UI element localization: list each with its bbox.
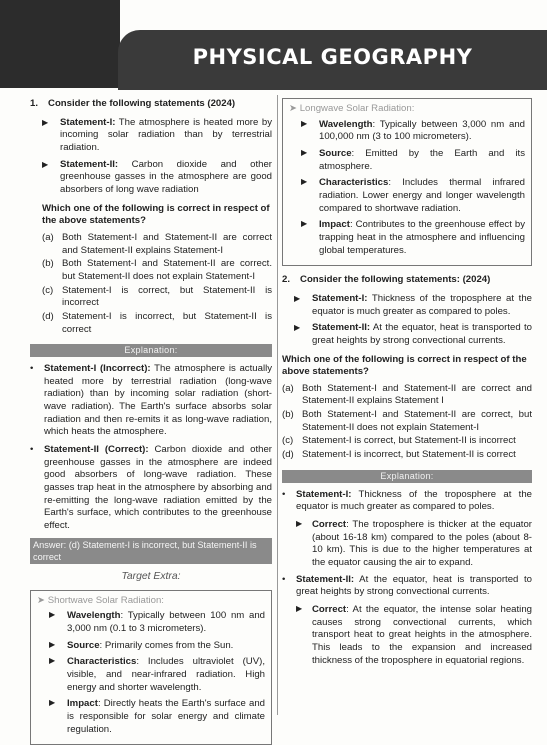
arrow-icon: ▶ — [49, 698, 56, 708]
arrow-icon: ▶ — [49, 639, 56, 649]
explanation-item: • Statement-II (Correct): Carbon dioxide and other greenhouse gasses in the atmosphere are indeed good absorbers of long-wave radiation. These gasses trap heat in the atmosphere by absorbing and re-emitting the long-wave radiation emitted by the Earth's surface, which contributes to the greenhouse effect. — [30, 444, 272, 532]
explanation-header: Explanation: — [30, 344, 272, 357]
arrow-icon: ▶ — [301, 147, 308, 157]
left-column — [30, 98, 272, 745]
option-d: (d) Statement-I is incorrect, but Statement-II is correct — [282, 449, 516, 461]
statement-2: ▶ Statement-II: Carbon dioxide and other greenhouse gasses in the atmosphere are good absorbers of long wave radiation — [42, 158, 272, 195]
shortwave-box — [30, 590, 272, 745]
question-text: Consider the following statements: (2024) — [300, 274, 491, 286]
longwave-item: ▶ Characteristics: Includes thermal infrared radiation. Lower energy and longer wavelength compared to shortwave radiation. — [301, 177, 525, 214]
arrow-icon: ▶ — [294, 293, 301, 303]
shortwave-item: ▶ Wavelength: Typically between 100 nm and 3,000 nm (0.1 to 3 micrometers). — [49, 610, 265, 635]
question-prompt: Which one of the following is correct in respect of the above statements? — [42, 202, 270, 227]
arrow-icon: ▶ — [42, 159, 49, 169]
question-2-heading — [282, 274, 532, 287]
longwave-item: ▶ Impact: Contributes to the greenhouse effect by trapping heat in the atmosphere and influencing global temperatures. — [301, 219, 525, 256]
bullet-icon: • — [30, 444, 34, 456]
bullet-icon: • — [30, 363, 34, 375]
arrow-icon: ▶ — [49, 610, 56, 620]
question-text: Consider the following statements (2024) — [48, 98, 236, 109]
bullet-icon: • — [282, 573, 286, 585]
shortwave-item: ▶ Impact: Directly heats the Earth's surface and is responsible for solar energy and climate regulation. — [49, 698, 265, 735]
option-a: (a) Both Statement-I and Statement-II are correct and Statement-II explains Statement-I — [42, 231, 272, 256]
page-title: PHYSICAL GEOGRAPHY — [192, 45, 473, 69]
arrow-icon: ▶ — [296, 519, 303, 529]
page-banner — [0, 0, 547, 88]
question-number: 2. — [282, 274, 291, 286]
option-b: (b) Both Statement-I and Statement-II are correct, but Statement-II does not explain Statement-I — [282, 409, 532, 433]
option-d: (d) Statement-I is incorrect, but Statement-II is correct — [42, 310, 272, 335]
question-number: 1. — [30, 98, 39, 109]
option-c: (c) Statement-I is correct, but Statement-II is incorrect — [282, 435, 516, 447]
statement-2: ▶ Statement-II: At the equator, heat is transported to great heights by strong convectional currents. — [294, 322, 532, 346]
explanation-item: • Statement-II: At the equator, heat is transported to great heights by strong convectional currents. — [282, 573, 532, 598]
target-extra-heading: Target Extra: — [121, 570, 181, 582]
column-divider — [277, 95, 278, 715]
explanation-subitem: ▶ Correct: At the equator, the intense solar heating causes strong convectional currents, which transport heat to great heights in the atmosphere. This leads to the expansion and increased thickness of the troposphere in equatorial regions. — [296, 604, 532, 666]
question-1-heading — [30, 98, 272, 111]
explanation-subitem: ▶ Correct: The troposphere is thicker at the equator (about 16-18 km) compared to the poles (about 8-10 km). This is due to the higher temperatures at the equator causing the air to expand. — [296, 519, 532, 569]
question-prompt: Which one of the following is correct in respect of the above statements? — [282, 353, 527, 378]
explanation-item: • Statement-I: Thickness of the troposphere at the equator is much greater as compared to poles. — [282, 488, 532, 513]
answer-banner: Answer: (d) Statement-I is incorrect, but Statement-II is correct — [30, 538, 272, 564]
option-c: (c) Statement-I is correct, but Statement-II is incorrect — [42, 284, 272, 309]
longwave-box — [282, 98, 532, 266]
shortwave-item: ▶ Characteristics: Includes ultraviolet (UV), visible, and near-infrared radiation. High energy and shorter wavelength. — [49, 656, 265, 693]
arrow-icon: ▶ — [296, 604, 303, 613]
longwave-item: ▶ Source: Emitted by the Earth and its atmosphere. — [301, 147, 525, 172]
bullet-icon: • — [282, 488, 286, 500]
longwave-item: ▶ Wavelength: Typically between 3,000 nm and 100,000 nm (3 to 100 micrometers). — [301, 118, 525, 143]
option-b: (b) Both Statement-I and Statement-II are correct. but Statement-II does not explain Statement-I — [42, 258, 272, 282]
arrow-icon: ▶ — [301, 118, 308, 128]
statement-1: ▶ Statement-I: Thickness of the troposphere at the equator is much greater as compared to poles. — [294, 292, 532, 317]
explanation-item: • Statement-I (Incorrect): The atmosphere is actually heated more by terrestrial radiation (long-wave radiation) than by incoming solar radiation (short-wave radiation). The Earth's surface absorbs solar radiation and then re-emits it as long-wave radiation, which heats the atmosphere. — [30, 363, 272, 438]
arrow-icon: ▶ — [301, 219, 308, 229]
arrow-icon: ▶ — [294, 323, 301, 333]
shortwave-heading: ➤ Shortwave Solar Radiation: — [37, 594, 164, 606]
arrow-icon: ▶ — [42, 117, 49, 127]
arrow-icon: ▶ — [49, 656, 56, 666]
right-column — [282, 98, 532, 671]
option-a: (a) Both Statement-I and Statement-II are correct and Statement-II explains Statement I — [282, 382, 532, 407]
banner-dark-block — [0, 0, 120, 88]
explanation-header: Explanation: — [282, 470, 532, 483]
statement-1: ▶ Statement-I: The atmosphere is heated more by incoming solar radiation than by terrestrial radiation. — [42, 116, 272, 153]
arrow-icon: ▶ — [301, 177, 308, 187]
shortwave-item: ▶ Source: Primarily comes from the Sun. — [49, 639, 234, 651]
longwave-heading: ➤ Longwave Solar Radiation: — [289, 103, 415, 114]
